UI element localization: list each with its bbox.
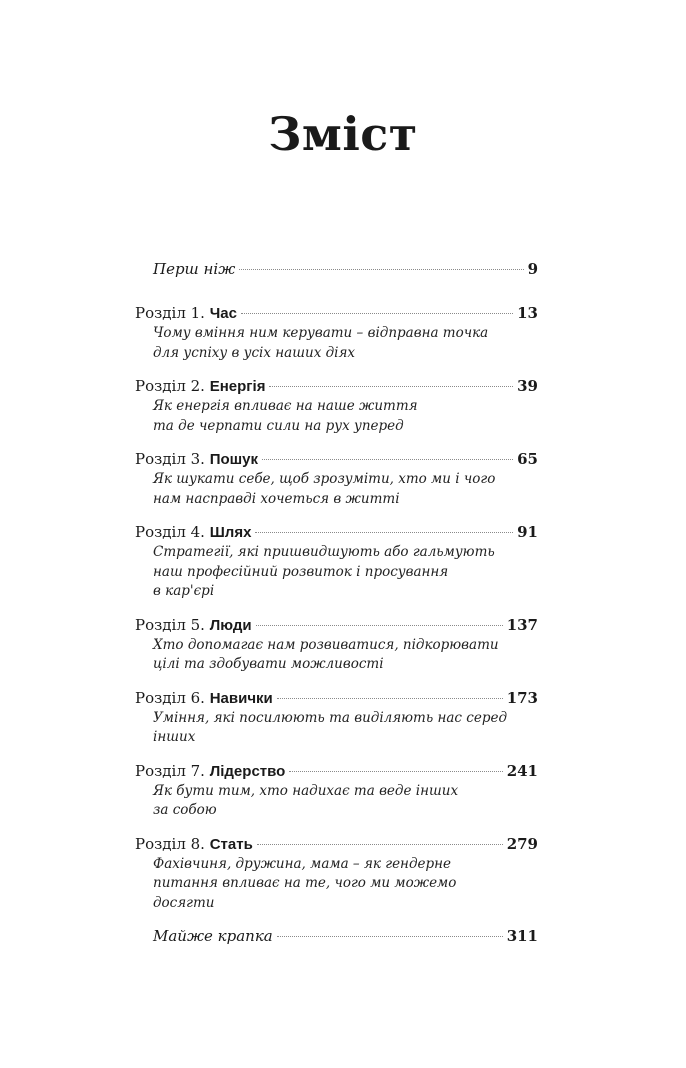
description-line: Уміння, які посилюють та виділяють нас серед bbox=[153, 709, 508, 726]
chapter-description bbox=[135, 636, 538, 675]
page-number: 13 bbox=[517, 304, 538, 322]
description-line: Хто допомагає нам розвиватися, підкорювати bbox=[153, 636, 499, 653]
dot-leader bbox=[257, 844, 503, 845]
page-number: 65 bbox=[517, 450, 538, 468]
toc-entry-chapter-6 bbox=[135, 687, 538, 748]
description-line: Фахівчиня, дружина, мама – як гендерне bbox=[153, 855, 452, 872]
chapter-prefix: Розділ 3. bbox=[135, 450, 210, 468]
chapter-name: Енергія bbox=[209, 378, 266, 395]
description-line: Стратегії, які пришвидшують або гальмують bbox=[153, 544, 495, 560]
chapter-description bbox=[135, 782, 538, 821]
chapter-prefix: Розділ 4. bbox=[135, 523, 210, 541]
dot-leader bbox=[262, 459, 513, 460]
description-line: інших bbox=[153, 729, 196, 745]
chapter-name: Навички bbox=[209, 689, 273, 707]
chapter-prefix: Розділ 8. bbox=[135, 834, 210, 853]
page-number: 9 bbox=[527, 260, 538, 278]
description-line: за собою bbox=[153, 802, 217, 818]
page-number: 91 bbox=[517, 523, 538, 541]
table-of-contents bbox=[135, 258, 538, 959]
description-line: цілі та здобувати можливості bbox=[153, 656, 384, 672]
toc-entry-chapter-2 bbox=[135, 375, 538, 436]
description-line: наш професійний розвиток і просування bbox=[153, 563, 449, 580]
description-line: Як енергія впливає на наше життя bbox=[153, 398, 418, 414]
description-line: Як шукати себе, щоб зрозуміти, хто ми і чого bbox=[153, 471, 496, 487]
toc-entry-epilogue bbox=[135, 925, 538, 947]
description-line: Як бути тим, хто надихає та веде інших bbox=[153, 782, 459, 799]
toc-entry-preface bbox=[135, 258, 538, 280]
toc-entry-title: Перш ніж bbox=[153, 260, 236, 278]
page-number: 241 bbox=[506, 761, 538, 780]
page-number: 311 bbox=[506, 927, 538, 945]
description-line: в кар'єрі bbox=[153, 583, 215, 599]
toc-entry-chapter-3 bbox=[135, 448, 538, 509]
page-number: 173 bbox=[506, 688, 538, 707]
chapter-name: Люди bbox=[209, 616, 252, 634]
chapter-description bbox=[135, 470, 538, 509]
description-line: нам насправді хочеться в житті bbox=[153, 490, 400, 507]
chapter-name: Шлях bbox=[209, 524, 252, 541]
description-line: та де черпати сили на рух уперед bbox=[153, 417, 404, 434]
dot-leader bbox=[241, 313, 513, 314]
chapter-description bbox=[135, 324, 538, 363]
dot-leader bbox=[277, 936, 503, 937]
description-line: досягти bbox=[153, 894, 215, 911]
toc-entry-chapter-8 bbox=[135, 833, 538, 914]
chapter-name: Час bbox=[209, 305, 237, 322]
chapter-name: Стать bbox=[209, 835, 253, 853]
toc-entry-chapter-1 bbox=[135, 302, 538, 363]
dot-leader bbox=[256, 625, 503, 626]
chapter-prefix: Розділ 7. bbox=[135, 761, 210, 780]
page-number: 279 bbox=[506, 834, 538, 853]
dot-leader bbox=[255, 532, 513, 533]
dot-leader bbox=[289, 771, 502, 772]
toc-entry-chapter-7 bbox=[135, 760, 538, 821]
page-number: 39 bbox=[517, 377, 538, 395]
description-line: Чому вміння ним керувати – відправна точка bbox=[153, 325, 489, 341]
chapter-prefix: Розділ 1. bbox=[135, 304, 210, 322]
description-line: для успіху в усіх наших діях bbox=[153, 344, 356, 361]
toc-entry-chapter-4 bbox=[135, 521, 538, 602]
description-line: питання впливає на те, чого ми можемо bbox=[153, 875, 457, 891]
chapter-prefix: Розділ 6. bbox=[135, 688, 210, 707]
toc-entry-title: Майже крапка bbox=[153, 927, 273, 945]
dot-leader bbox=[239, 269, 523, 270]
chapter-description bbox=[135, 855, 538, 914]
chapter-description bbox=[135, 397, 538, 436]
chapter-description bbox=[135, 543, 538, 602]
dot-leader bbox=[269, 386, 513, 387]
page-number: 137 bbox=[506, 615, 538, 634]
chapter-description bbox=[135, 709, 538, 748]
chapter-prefix: Розділ 5. bbox=[135, 615, 210, 634]
chapter-name: Пошук bbox=[209, 451, 259, 468]
dot-leader bbox=[277, 698, 503, 699]
chapter-prefix: Розділ 2. bbox=[135, 377, 210, 395]
page-title: Зміст bbox=[268, 107, 418, 161]
chapter-name: Лідерство bbox=[209, 762, 286, 780]
toc-entry-chapter-5 bbox=[135, 614, 538, 675]
